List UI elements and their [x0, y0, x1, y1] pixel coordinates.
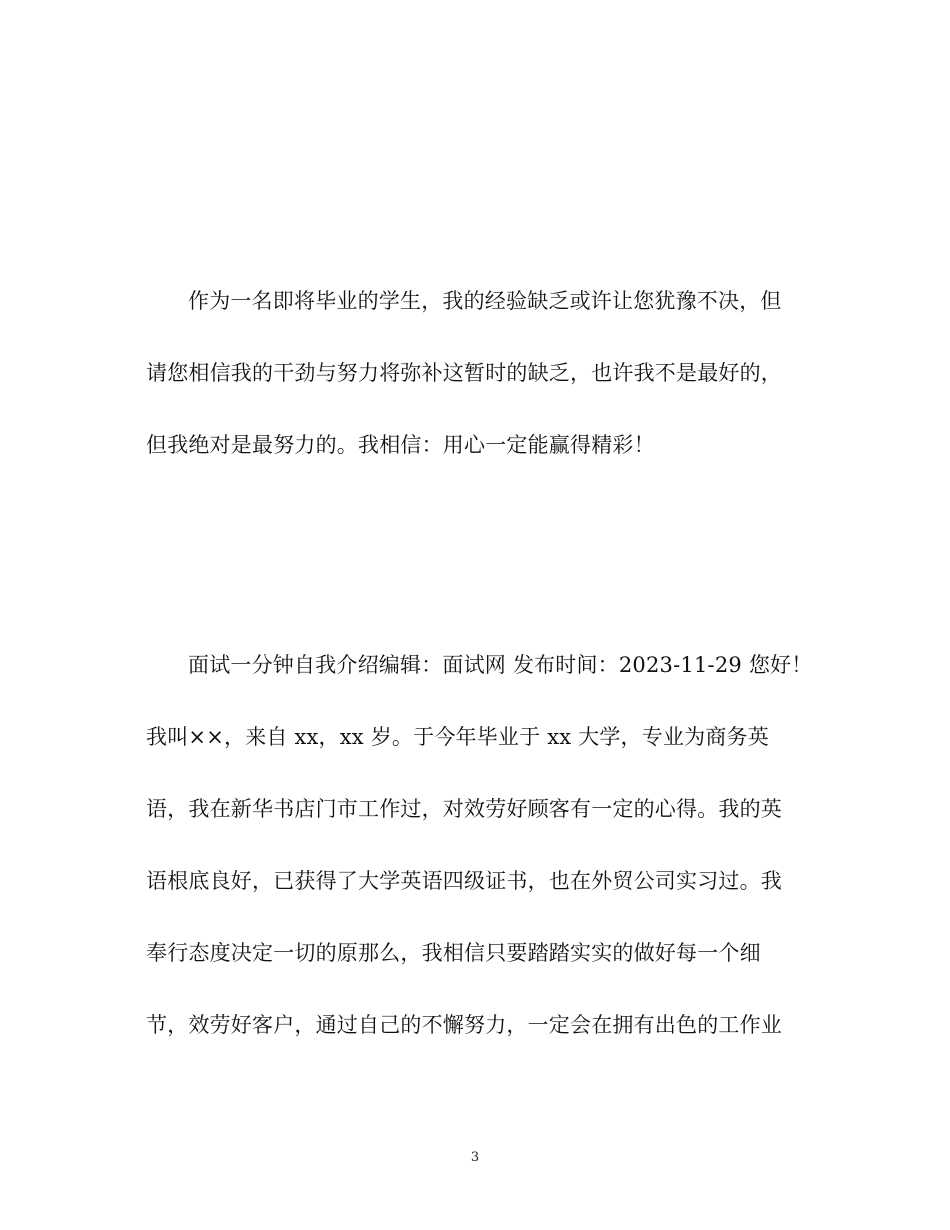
paragraph-2-line-3: 语，我在新华书店门市工作过，对效劳好顾客有一定的心得。我的英	[146, 797, 782, 821]
paragraph-2-line-1: 面试一分钟自我介绍编辑：面试网 发布时间：2023-11-29 您好！	[188, 653, 813, 677]
paragraph-1-line-2: 请您相信我的干劲与努力将弥补这暂时的缺乏，也许我不是最好的，	[146, 361, 782, 385]
page-number: 3	[470, 1150, 480, 1165]
paragraph-2-line-6: 节，效劳好客户，通过自己的不懈努力，一定会在拥有出色的工作业	[146, 1013, 782, 1037]
paragraph-2-line-4: 语根底良好，已获得了大学英语四级证书，也在外贸公司实习过。我	[146, 869, 782, 893]
paragraph-1-line-1: 作为一名即将毕业的学生，我的经验缺乏或许让您犹豫不决，但	[188, 289, 782, 313]
paragraph-2-line-2: 我叫××，来自 xx，xx 岁。于今年毕业于 xx 大学，专业为商务英	[146, 725, 769, 749]
paragraph-2-line-5: 奉行态度决定一切的原那么，我相信只要踏踏实实的做好每一个细	[146, 941, 761, 965]
paragraph-1-line-3: 但我绝对是最努力的。我相信：用心一定能赢得精彩！	[146, 433, 655, 457]
